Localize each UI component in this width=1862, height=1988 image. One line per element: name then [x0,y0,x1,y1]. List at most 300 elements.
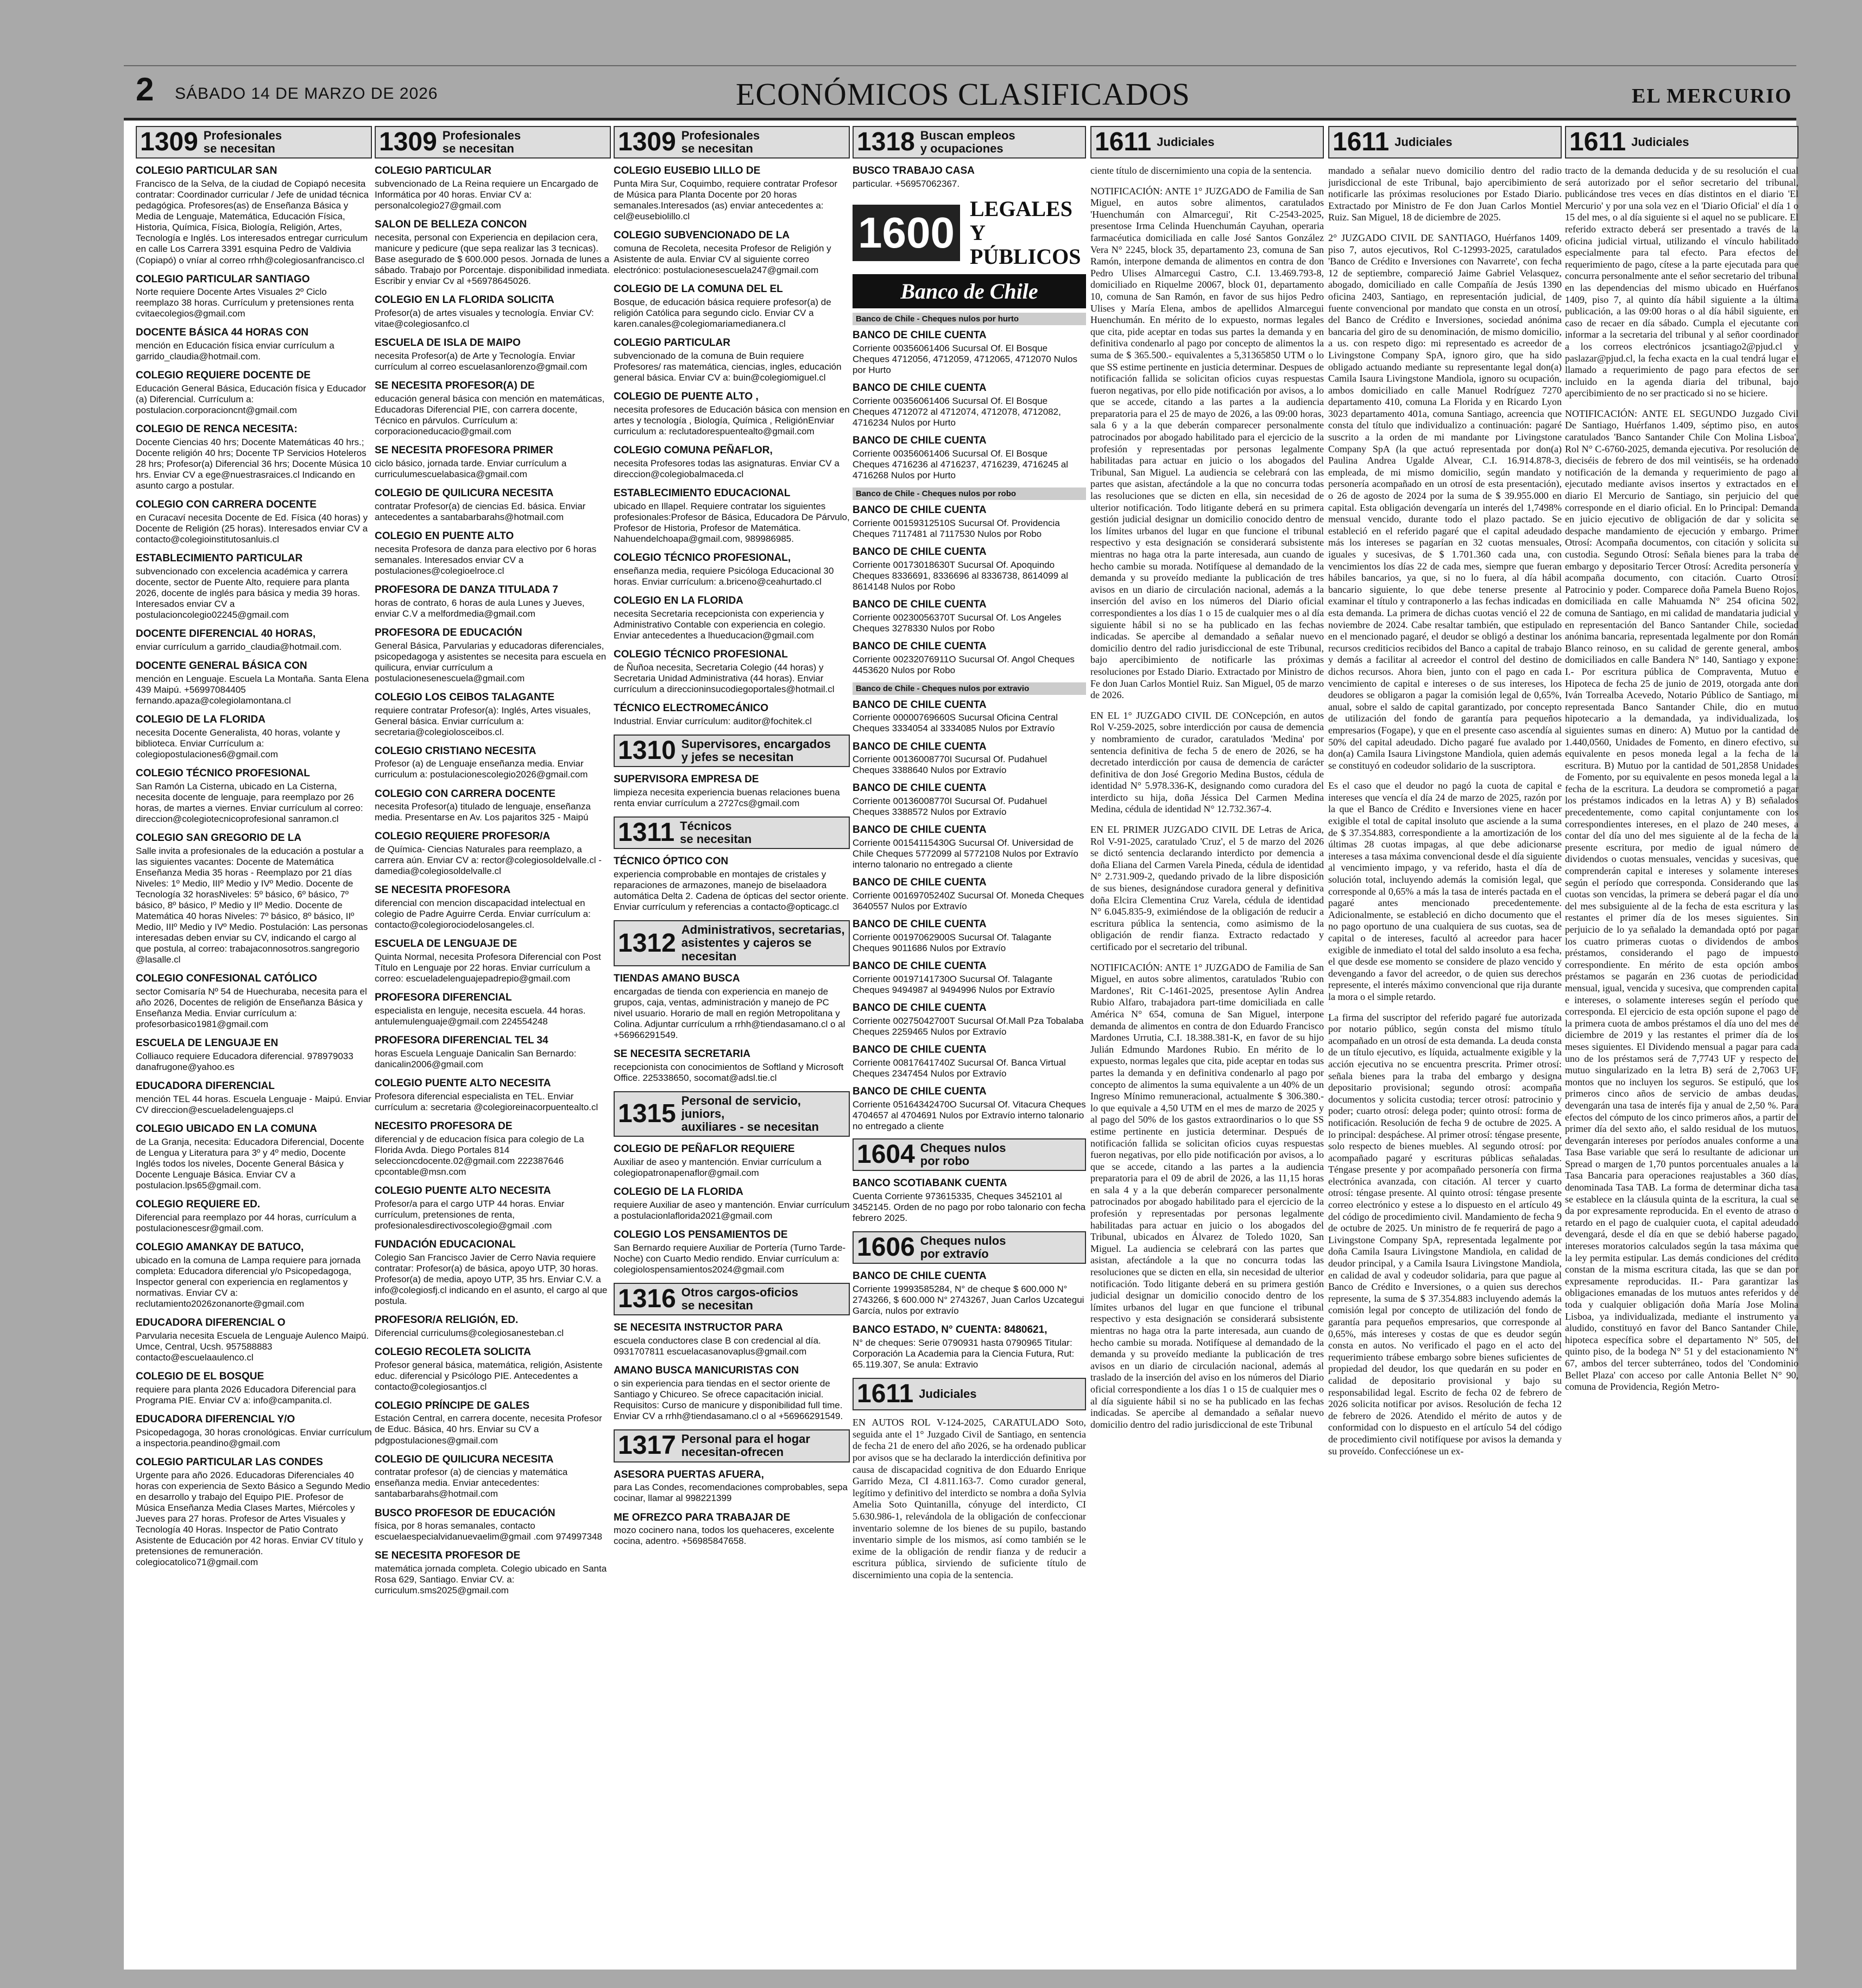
ad-body: ubicado en Illapel. Requiere contratar los siguientes profesionales:Profesor de Básica, Educadora De Párvulo, Profesor de Historia, Profesor de Matemática. Nahuendelchoapa@gmail.com, 989986985. [614,501,850,544]
ad-body: Corriente 00000769660S Sucursal Oficina Central Cheques 3334054 al 3334085 Nulos por Extravío [853,712,1058,734]
ad-heading: ASESORA PUERTAS AFUERA, [614,1468,764,1480]
section-label: Cheques nulos por robo [920,1141,1006,1168]
classified-ad [614,1048,850,1084]
ad-heading: SE NECESITA INSTRUCTOR PARA [614,1322,783,1334]
ad-heading: COLEGIO AMANKAY DE BATUCO, [136,1242,304,1253]
section-header [1328,126,1562,159]
column-1 [136,126,372,1955]
classified-ad [136,370,372,416]
classified-ad [136,1414,372,1449]
classified-ad [136,768,372,825]
ad-body: experiencia comprobable en montajes de cristales y reparaciones de armazones, manejo de biselaadora automática Delta 2. Cadena de ópticas del sector oriente. Enviar currículum y referencias a contacto@opticagc.cl [614,869,849,913]
column-2 [375,126,611,1955]
classified-ad [136,553,372,621]
ad-heading: BANCO DE CHILE CUENTA [853,919,987,930]
ad-body: requiere Auxiliar de aseo y mantención. Enviar currículum a postulacionlaflorida2021@gmail.com [614,1199,850,1221]
ad-body: escuela conductores clase B con credencial al día. 0931707811 escuelacasanovaplus@gmail.com [614,1335,821,1357]
ad-heading: COLEGIO TÉCNICO PROFESIONAL [614,648,788,660]
section-label: Supervisores, encargados y jefes se necesitan [681,737,831,764]
ad-body: Corriente 00197141730O Sucursal Of. Talagante Cheques 9494987 al 9494996 Nulos por Extravío [853,973,1055,995]
ad-heading: ESCUELA DE ISLA DE MAIPO [375,337,521,349]
classified-ad [853,165,1086,189]
ad-body: de Química- Ciencias Naturales para reemplazo, a carrera aún. Enviar CV a: rector@colegiosoldelvalle.cl - damedia@colegiosoldelvalle.cl [375,844,602,877]
section-label: Administrativos, secretarias, asistentes y cajeros se necesitan [681,923,845,963]
section-label: Profesionales se necesitan [203,129,282,156]
legal-notice: 2° JUZGADO CIVIL DE SANTIAGO, Huérfanos 1409, piso 7, autos ejecutivos, Rol C-12993-2025, caratulados 'Banco de Crédito e Inversiones con Navarrete', con fecha 12 de septiembre, compareció Jaime Gabriel Velasquez, abogado, domiciliado en calle Compañía de Jesús 1390 oficina 2403, Santiago, en representación judicial, de fuente convencional por mandato que consta en un otrosí, del Banco de Crédito e Inversiones, sociedad anónima bancaria del giro de su denominación, de mismo domicilio, a us. con respeto digo: mi representado es acreedor de Livingstone Company SpA, ignoro giro, que ha sido obligado actuando mediante su representante legal don(a) Camila Isaura Livingstone Mandiola, ignoro su ocupación, ambos domiciliado en calle Manuel Rodríguez 7270 departamento 410, comuna La Florida y en Ricardo Lyon 3023 departamento 401a, comuna Santiago, acreencia que consta del título que individualizo a continuación: pagaré suscrito a la orden de mi mandante por Livingstone Company SpA (la que actuó representada por don(a) Paulina Andrea Ugalde Alvear, C.I. 16.914.878-3, empleada, de mi mismo domicilio, según mandato y personería acompañado en un otrosí de esta presentación), o 26 de agosto de 2024 por la suma de $ 39.955.000 en capital. Esta obligación devengaría un interés del 1,7498% mensual vencido, durante todo el plazo pactado. Se estableció en el referido pagaré que el capital adeudado más los intereses se pagarían en 32 cuotas mensuales, iguales y sucesivas, de $ 1.701.360 cada una, con vencimientos los días 22 de cada mes, siempre que fueran hábiles bancarios, ya que, si no lo fuera, al día hábil bancario siguiente, lo que debe tenerse presente al examinar el título y contraponerlo a las fechas indicadas en esta demanda. La primera de dichas cuotas venció el 22 de noviembre de 2024. Cabe resaltar también, que estipulado en el mencionado pagaré, el deudor se obligó a destinar los recursos crediticios recibidos del Banco a capital de trabajo y demás a facilitar al acreedor el control del destino de dichos recursos. Ahora bien, junto con el pago en cada vencimiento de capital e intereses o de sus intereses, los deudores se obligaron a pagar la comisión legal de 0,65%, anual, sobre el saldo de capital garantizado, por concepto de utilización del fondo de garantía para pequeños empresarios (Fogape), y que en el presente caso ascendía al 50% del capital adeudado. Dicho pagaré fue avalado por don(a) Camila Isaura Livingstone Mandiola, quien además se constituyó en codeudor solidario de la suscriptora. [1328,232,1562,771]
ad-heading: SE NECESITA PROFESOR DE [375,1550,521,1562]
ad-heading: COLEGIO PARTICULAR SANTIAGO [136,273,310,285]
ad-body: diferencial y de educacion física para colegio de La Florida Avda. Diego Portales 814 seleccioncdocente.02@gmail.com 222387646 cpcontable@msn.com [375,1134,584,1177]
section-number: 1611 [1333,128,1390,156]
ad-heading: COLEGIO LOS PENSAMIENTOS DE [614,1229,788,1241]
classified-ad [614,649,850,695]
ad-heading: BUSCO TRABAJO CASA [853,165,975,177]
ad-heading: DOCENTE DIFERENCIAL 40 HORAS, [136,628,316,640]
classified-ad [375,884,611,930]
ad-heading: PROFESORA DIFERENCIAL [375,992,512,1004]
legal-notice: EN EL PRIMER JUZGADO CIVIL DE Letras de Arica, Rol V-91-2025, caratulado 'Cruz', el 5 de marzo del 2026 se dictó sentencia declarando interdicto por demencia a doña Eliana del Carmen Varela Pineda, cédula de identidad N° 2.731.909-2, quedando privado de la libre disposición de sus bienes, designándose curadora general y definitiva doña Elcira Clementina Cruz Varela, cédula de identidad N° 6.045.835-9, eximiéndose de la obligación de reducir a escritura pública la sentencia, como asimismo de la obligación de rendir fianza. Extracto redactado y certificado por el secretario del tribunal. [1090,824,1324,952]
ad-heading: AMANO BUSCA MANICURISTAS CON [614,1365,799,1377]
ad-heading: COLEGIO SAN GREGORIO DE LA [136,832,302,844]
section-number: 1318 [857,128,915,157]
ad-body: en Curacaví necesita Docente de Ed. Física (40 horas) y Docente de Religión (25 horas). Interesados enviar CV a contacto@colegioinstitutosanluis.cl [136,512,368,545]
classified-ad [375,992,611,1027]
section-label: Personal de servicio, juniors, auxiliares - se necesitan [681,1093,819,1134]
classified-ad [853,1177,1086,1224]
classified-ad [614,337,850,383]
legal-notice: Es el caso que el deudor no pagó la cuota de capital e intereses que vencía el día 24 de marzo de 2025, razón por la que el Banco de Crédito e Inversiones viene en hacer exigible el total de capital insoluto que asciende a la suma de $ 37.354.883, correspondiente a la amortización de los últimas 28 cuotas impagas, al que debe adicionarse intereses a tasa máxima convencional desde el día siguiente al vencimiento impago, y va referido, hasta el día de solución total, incluyendo además la comisión legal, que corresponde al 0,65% a más la tasa de interés pactada en el pagaré antes mencionado precedentemente. Adicionalmente, se estableció en dicho documento que el no pago oportuno de una cualquiera de sus cuotas, sea de capital o de intereses, facultó al acreedor para hacer exigible de inmediato el total del saldo insoluto a esa fecha, el que desde ese momento se considere de plazo vencido y devengando a favor del acreedor, o de quien sus derechos represente, el interés máximo convencional que rija durante la mora o el simple retardo. [1328,780,1562,1002]
classified-ad [375,1400,611,1446]
ad-body: Corriente 00197062900S Sucursal Of. Talagante Cheques 9011686 Nulos por Extravío [853,932,1052,953]
ad-heading: COLEGIO EN LA FLORIDA [614,594,743,606]
ad-body: Punta Mira Sur, Coquimbo, requiere contratar Profesor de Música para Planta Docente por 20 horas semanales.Interesados (as) enviar antecedentes a: cel@eusebiolillo.cl [614,179,837,222]
classified-ad [375,1120,611,1177]
section-label: Técnicos se necesitan [680,819,752,846]
ad-heading: BANCO DE CHILE CUENTA [853,782,987,794]
ad-body: Parvularia necesita Escuela de Lenguaje Aulenco Maipú. Umce, Central, Ucsh. 957588883 contacto@escuelaaulenco.cl [136,1330,369,1363]
classified-ad [375,1508,611,1543]
classified-ad [375,1239,611,1307]
classified-ad [853,1086,1086,1132]
ad-body: Corriente 00173018630T Sucursal Of. Apoquindo Cheques 8336691, 8336696 al 8336738, 8614099 al 8614148 Nulos por Robo [853,559,1069,592]
classified-ad [853,599,1086,634]
classified-ad [375,294,611,330]
ad-heading: ESTABLECIMIENTO EDUCACIONAL [614,487,791,499]
ad-heading: SUPERVISORA EMPRESA DE [614,773,759,785]
ad-body: educación general básica con mención en matemáticas, Educadoras Diferencial PIE, con carrera docente, Técnico en párvulos. Currículum a: corporacioneducacio@gmail.com [375,393,605,437]
classified-ad [375,1078,611,1113]
section-label: Otros cargos-oficios se necesitan [681,1285,798,1313]
ad-body: Corriente 00169705240Z Sucursal Of. Moneda Cheques 3640557 Nulos por Extravío [853,890,1084,912]
ad-body: necesita Profesores todas las asignaturas. Enviar CV a direccion@colegiobalmaceda.cl [614,458,840,479]
ad-heading: FUNDACIÓN EDUCACIONAL [375,1238,516,1250]
legal-notice: ciente título de discernimiento una copia de la sentencia. [1090,165,1312,176]
ad-heading: COLEGIO PARTICULAR [614,337,730,349]
ad-body: Corriente 00817641740Z Sucursal Of. Banca Virtual Cheques 2347454 Nulos por Extravío [853,1057,1066,1079]
ad-heading: COLEGIO PRÍNCIPE DE GALES [375,1400,530,1411]
ad-heading: SALON DE BELLEZA CONCON [375,219,527,231]
legal-notice: NOTIFICACIÓN: ANTE 1° JUZGADO de Familia de San Miguel, en autos sobre alimentos, caratulados 'Rubio con Mardones', Rit C-1461-2025, presentose Aylin Andrea Rubio Alfaro, trabajadora part-time domiciliada en calle América N° 654, comuna de San Miguel, interpone demanda de alimentos en contra de don Eduardo Francisco Mardones Urrutia, C.I. 18.388.381-K, en favor de su hijo Julián Edmundo Mardones Rubio. En mérito de lo expuesto, normas legales que cita, pide aceptar en todas sus partes la demanda y en definitiva condenarlo al pago por concepto de alimentos la suma equivalente a un 40% de un Ingreso Mínimo remuneracional, actualmente $ 306.380.- lo que equivale a 4,50 UTM en el mes de marzo de 2025 y al pago del 50% de los gastos extraordinarios o lo que SS estime pertinente en justicia determinar. Después de notificación fallida se solicitan oficios cuyas respuestas fueron negativas, por ello pide notificación por avisos, a lo que se accede, citando a las partes a la audiencia preparatoria para el 09 de abril de 2026, a las 11,15 horas en sala 4 y a la que deberán comparecer personalmente patrocinados por abogado habilitado para el ejercicio de la profesión y representadas por personas legalmente habilitadas para actuar en juicio o los abogados del Tribunal, ubicados en Álvarez de Toledo 1020, San Miguel. La audiencia se celebrará con las partes que asistan, afectándole a la que no concurra todas las resoluciones que se dicten en ella, sin necesidad de ulterior notificación. Todo litigante deberá en su primera gestión judicial designar un domicilio conocido dentro de los límites urbanos del lugar en que funcione el tribunal respectivo y esta designación se considerará subsistente mientras no haga otra la parte interesada, aun cuando de hecho cambie su morada. Notifíquese al demandado de la demanda y su proveído mediante la publicación de tres avisos en un diario de circulación nacional, además al traslado de la inserción del aviso en los números del Diario oficial correspondiente a los días 1 o 15 de cualquier mes o al día siguiente hábil si no se ha publicado en las fechas indicadas. Se apercibe al demandado a señalar nuevo domicilio dentro del radio jurisdiccional de este Tribunal [1090,961,1324,1430]
section-header [853,126,1086,159]
ad-body: requiere para planta 2026 Educadora Diferencial para Programa PIE. Enviar CV a: info@campanita.cl. [136,1384,356,1405]
ad-heading: DOCENTE GENERAL BÁSICA CON [136,660,307,672]
classified-ad [375,788,611,824]
classified-ad [375,745,611,781]
classified-ad [853,824,1086,870]
section-header [614,1283,850,1315]
section-header [136,126,372,159]
classified-ad [614,1229,850,1275]
section-label: Judiciales [1394,135,1453,149]
ad-body: Bosque, de educación básica requiere profesor(a) de religión Católica para segundo ciclo. Enviar CV a karen.canales@colegiomariamedianera.cl [614,297,831,330]
ad-heading: BUSCO PROFESOR DE EDUCACIÓN [375,1507,556,1519]
newspaper-brand: EL MERCURIO [1632,85,1792,107]
ad-heading: COLEGIO DE QUILICURA NECESITA [375,487,554,499]
ad-body: horas de contrato, 6 horas de aula Lunes y Jueves, enviar C.V a melfordmedia@gmail.com [375,597,585,619]
legal-notice: La firma del suscriptor del referido pagaré fue autorizada por notario público, según consta del mismo título acompañado en un otrosí de esta demanda. La deuda consta de un título ejecutivo, es líquida, actualmente exigible y la acción ejecutiva no se encuentra prescrita. Primer otrosí: señala bienes para la traba del embargo y designa depositario provisional; segundo otrosí: acompaña documentos y solicita custodia; tercer otrosí: patrocinio y poder; cuarto otrosí: delega poder; quinto otrosí: forma de notificación. Resolución de fecha 9 de octubre de 2025. A lo principal: despáchese. Al primer otrosí: téngase presente, solo respecto de bienes muebles. Al segundo otrosí: por acompañado pagaré y escrituras públicas señaladas. Téngase presente y por acompañado personería con firma electrónica avanzada, con citación. Al tercer y cuarto otrosí: téngase presente. Al quinto otrosí: téngase presente correo electrónico y estese a lo dispuesto en el artículo 49 del código de procedimiento civil. Mandamiento de fecha 9 de octubre de 2025. Un ministro de fe requerirá de pago a Livingstone Company SpA, representada legalmente por doña Camila Isaura Livingstone Mandiola, en calidad de deudor principal, y a Camila Isaura Livingstone Mandiola, en calidad de aval y codeudor solidaria, para que pague al Banco de Crédito e Inversiones, o a quien sus derechos represente, la suma de $ 37.354.883 incluyendo además la comisión legal por concepto de utilización del fondo de garantía para pequeños empresarios, que corresponde al 0,65%, más intereses y costas de que es deudor según consta en autos. No verificado el pago en el acto del requerimiento trábese embargo sobre bienes suficientes de propiedad del deudor, los que quedarán en su poder en calidad de depositario provisional y bajo su responsabilidad legal. Escrito de fecha 02 de febrero de 2026 solicita notificar por avisos. Resolución de fecha 12 de febrero de 2026. Atendido el mérito de autos y de conformidad con lo dispuesto en el artículo 54 del código de procedimiento civil notifíquese por avisos la demanda y su proveído. Confecciónese un ex- [1328,1011,1562,1457]
classified-ad [614,391,850,437]
ad-body: enseñanza media, requiere Psicóloga Educacional 30 horas. Enviar currículum: a.briceno@ceahurtado.cl [614,565,834,587]
ad-body: subvencionado de la comuna de Buin requiere Profesores/ ras matemática, ciencias, ingles, educación general básica. Enviar CV a: buin@colegiomiguel.cl [614,351,842,383]
ad-body: Docente Ciencias 40 hrs; Docente Matemáticas 40 hrs.; Docente religión 40 hrs; Docente TP Servicios Hoteleros 28 hrs; Profesor(a) Diferencial 36 hrs; Docente Música 10 hrs. Enviar CV a ege@nuestrasraices.cl Indicando en asunto cargo a postular. [136,437,371,491]
section-header [853,1138,1086,1171]
ad-heading: COLEGIO DE RENCA NECESITA: [136,423,298,435]
ad-heading: COLEGIO DE LA COMUNA DEL EL [614,283,783,295]
section-header [1090,126,1324,159]
ad-body: encargadas de tienda con experiencia en manejo de grupos, caja, ventas, administración y manejo de PC nivel usuario. Horario de mall en región Metropolitana y Colina. Adjuntar currículum a rrhh@tiendasamano.cl o al +56966291549. [614,986,845,1040]
legales-label: LEGALES Y PÚBLICOS [969,197,1081,269]
classified-ad [375,1346,611,1392]
classified-ad [614,283,850,330]
classified-ad [614,973,850,1041]
classified-ad [375,380,611,437]
section-header [853,1231,1086,1264]
ad-body: ubicado en la comuna de Lampa requiere para jornada completa: Educadora diferencial y/o Psicopedagoga, Inspector general con experiencia en reglamentos y normativas. Enviar CV a: reclutamiento2026zonanorte@gmail.com [136,1255,361,1309]
ad-body: Colegio San Francisco Javier de Cerro Navia requiere contratar: Profesor(a) de básica, apoyo UTP, 30 horas. Profesor(a) de media, apoyo UTP, 35 hrs. Enviar C.V. a info@colegiosfj.cl indicando en el asunto, el cargo al que postula. [375,1252,608,1306]
ad-body: comuna de Recoleta, necesita Profesor de Religión y Asistente de aula. Enviar CV al siguiente correo electrónico: postulacionesescuela247@gmail.com [614,243,831,276]
ad-heading: COLEGIO REQUIERE PROFESOR/A [375,831,551,843]
section-label: Profesionales se necesitan [681,129,760,156]
section-label: Personal para el hogar necesitan-ofrecen [681,1432,810,1459]
classified-ad [136,1123,372,1191]
classified-ad [136,1317,372,1363]
ad-body: horas Escuela Lenguaje Danicalin San Bernardo: danicalin2006@gmail.com [375,1048,577,1069]
classified-ad [614,165,850,222]
ad-body: Corriente 05164342470O Sucursal Of. Vitacura Cheques 4704657 al 4704691 Nulos por Extravío interno talonario no entregado a cliente [853,1099,1086,1131]
classified-ad [853,919,1086,954]
ad-body: de La Granja, necesita: Educadora Diferencial, Docente de Lengua y Literatura para 3º y 4º medio, Docente Inglés todos los niveles, Docente General Básica y Docente Lenguaje Básica. Enviar CV a postulacion.lps65@gmail.com. [136,1136,364,1191]
section-header [614,1429,850,1462]
classified-ad [614,1143,850,1179]
ad-body: matemática jornada completa. Colegio ubicado en Santa Rosa 629, Santiago. Enviar CV. a: curriculum.sms2025@gmail.com [375,1563,607,1596]
ad-body: o sin experiencia para tiendas en el sector oriente de Santiago y Chicureo. Se ofrece capacitación inicial. Requisitos: Curso de manicure y disponibilidad full time. Enviar CV a rrhh@tiendasamano.cl o al +56966291549. [614,1378,843,1422]
ad-heading: BANCO DE CHILE CUENTA [853,435,987,447]
ad-heading: EDUCADORA DIFERENCIAL Y/O [136,1413,295,1425]
ad-body: mención en Educación física enviar currículum a garrido_claudia@hotmail.com. [136,340,334,362]
ad-body: necesita Profesor(a) titulado de lenguaje, enseñanza media. Presentarse en Av. Los pajaritos 325 - Maipú [375,801,591,823]
classified-ad [853,435,1086,481]
ad-body: Psicopedagoga, 30 horas cronológicas. Enviar currículum a inspectoria.peandino@gmail.com [136,1427,372,1448]
ad-heading: COLEGIO PARTICULAR LAS CONDES [136,1456,323,1468]
column-6 [1328,126,1562,1955]
ad-heading: SE NECESITA PROFESORA [375,884,511,896]
ad-body: contratar profesor (a) de ciencias y matemática enseñanza media. Enviar antecedentes: santabarbarahs@hotmail.com [375,1467,568,1499]
classified-ad [853,1044,1086,1079]
ad-heading: TIENDAS AMANO BUSCA [614,972,740,984]
ad-heading: BANCO DE CHILE CUENTA [853,546,987,558]
section-header [614,126,850,159]
ad-body: mozo cocinero nana, todos los quehaceres, excelente cocina, adentro. +56985847658. [614,1525,835,1547]
section-label: Buscan empleos y ocupaciones [920,129,1015,156]
ad-heading: COLEGIO TÉCNICO PROFESIONAL, [614,552,791,564]
ad-heading: EDUCADORA DIFERENCIAL [136,1080,275,1092]
classified-ad [614,1186,850,1221]
classified-ad [375,219,611,287]
section-header [375,126,611,159]
column-5 [1090,126,1324,1955]
ad-body: necesita Docente Generalista, 40 horas, volante y biblioteca. Enviar Currículum a: colegiopostulaciones6@gmail.com [136,727,340,759]
classified-ad [136,499,372,545]
section-number: 1606 [857,1233,915,1262]
ad-body: mención TEL 44 horas. Escuela Lenguaje - Maipú. Enviar CV direccion@escueladelenguajeps.cl [136,1094,371,1116]
ad-heading: COLEGIO COMUNA PEÑAFLOR, [614,445,773,457]
classified-ad [614,856,850,913]
ad-body: Profesor general básica, matemática, religión, Asistente educ. diferencial y Psicólogo PIE. Antecedentes a contacto@colegiosantjos.cl [375,1359,603,1392]
legal-notice: EN AUTOS ROL V-124-2025, CARATULADO Soto, seguida ante el 1° Juzgado Civil de Santiago, en sentencia de fecha 21 de enero del año 2026, se ha ordenado publicar por avisos que se ha declarado la interdicción definitiva por causa de discapacidad cognitiva de don Eduardo Enrique Garrido Meza, CI 4.811.163-7. Como curador general, legítimo y definitivo del interdicto se nombra a doña Sylvia Amelia Soto Quintanilla, cónyuge del interdicto, CI 5.630.986-1, relevándola de la obligación de confeccionar inventario solemne de los bienes de su pupilo, bastando inventario simple de los mismos, así como también se le exime de la obligación de rendir fianza y de reducir a escritura pública, sirviendo de suficiente título de discernimiento una copia de la sentencia. [853,1417,1086,1580]
ad-body: Profesora diferencial especialista en TEL. Enviar currículum a: secretaria @colegioreinacorpuentealto.cl [375,1091,598,1112]
section-number: 1309 [379,128,437,157]
ad-heading: ESCUELA DE LENGUAJE DE [375,938,517,950]
classified-ad [375,445,611,480]
ad-heading: COLEGIO EN LA FLORIDA SOLICITA [375,294,554,306]
classified-ad [136,1080,372,1116]
ad-body: Profesor/a para el cargo UTP 44 horas. Enviar currículum, pretensiones de renta, profesionalesdirectivoscolegio@gmail .com [375,1198,565,1231]
ad-body: N° de cheques: Serie 0790931 hasta 0790965 Titular: Corporación La Academia para la Ciencia Futura, Rut: 65.119.307, Se anula: Extravio [853,1338,1075,1370]
ad-heading: BANCO DE CHILE CUENTA [853,1002,987,1014]
classified-ad [614,1322,850,1357]
classified-ad [375,584,611,619]
ad-body: Corriente 00154115430G Sucursal Of. Universidad de Chile Cheques 5772099 al 5772108 Nulos por Extravío interno talonario no entregado a cliente [853,838,1078,870]
ad-heading: COLEGIO REQUIERE ED. [136,1199,261,1211]
ad-body: Diferencial curriculums@colegiosanesteban.cl [375,1327,564,1338]
ad-body: Francisco de la Selva, de la ciudad de Copiapó necesita contratar: Coordinador curricular / Jefe de unidad técnica pedagógica. Profesores(as) de Enseñanza Básica y Media de Lenguaje, Matemática, Educación Física, Historia, Química, Física, Biología, Religión, Artes, Tecnología e Inglés. Los interesados entregar curriculum en calle Los Carrera 3391 esquina Pedro de Valdivia (Copiapó) o vníar al correo rrhh@colegiosanfrancisco.cl [136,179,369,265]
ad-heading: BANCO ESTADO, N° CUENTA: 8480621, [853,1324,1047,1336]
ad-heading: BANCO DE CHILE CUENTA [853,504,987,516]
ad-body: Profesor (a) de Lenguaje enseñanza media. Enviar curriculum a: postulacionescolegio2026@gmail.com [375,758,588,780]
ad-body: Cuenta Corriente 973615335, Cheques 3452101 al 3452145. Orden de no pago por robo talonario con fecha febrero 2025. [853,1191,1086,1223]
section-title: ECONÓMICOS CLASIFICADOS [736,77,1190,112]
section-header [614,920,850,966]
classified-ad [614,552,850,587]
ad-body: subvencionado de La Reina requiere un Encargado de Informática por 40 horas. Enviar CV a: personalcolegio27@gmail.com [375,179,599,211]
ad-body: de Ñuñoa necesita, Secretaria Colegio (44 horas) y Secretaria Unidad Administrativa (44 horas). Enviar currículum a direccioninsucodiegoportales@hotmail.cl [614,662,835,694]
ad-body: Educación General Básica, Educación física y Educador (a) Diferencial. Currículum a: postulacion.corporacioncnt@gmail.com [136,383,367,416]
ad-body: necesita Profesor(a) de Arte y Tecnología. Enviar currículum al correo escuelasanlorenzo@gmail.com [375,351,588,372]
classified-ad [375,1314,611,1339]
ad-heading: PROFESORA DE DANZA TITULADA 7 [375,584,558,596]
section-label: Profesionales se necesitan [442,129,521,156]
classified-ad [375,1454,611,1500]
ad-heading: COLEGIO DE QUILICURA NECESITA [375,1453,554,1465]
section-header [614,816,850,849]
ad-body: mención en Lenguaje. Escuela La Montaña. Santa Elena 439 Maipú. +56997084405 fernando.apaza@colegiolamontana.cl [136,673,369,706]
ad-body: Colliauco requiere Educadora diferencial. 978979033 danafrugone@yahoo.es [136,1051,354,1073]
ad-heading: COLEGIO RECOLETA SOLICITA [375,1346,531,1358]
classified-ad [614,230,850,276]
ad-heading: ESTABLECIMIENTO PARTICULAR [136,553,303,565]
section-number: 1312 [618,928,676,958]
ad-body: subvencionado con excelencia académica y carrera docente, sector de Puente Alto, requiere para planta 2026, docente de inglés para básica y media 39 horas. Interesados enviar CV a postulacioncolegio02245@gmail.com [136,566,360,621]
section-number: 1311 [618,818,675,847]
ad-body: Salle invita a profesionales de la educación a postular a las siguientes vacantes: Docente de Matemática Enseñanza Media 35 horas - Reemplazo por 21 días Niveles: 1º Medio, IIIº Medio y IVº Medio. Docente de Tecnología 32 horasNiveles: 5º básico, 6º básico, 7º básico, 8º básico, Iº Medio y IIº Medio. Docente de Matemática 40 horas Niveles: 7º básico, 8º básico, IIº Medio, IIIº Medio y IVº Medio. Postulación: Las personas interesadas deben enviar su CV, indicando el cargo al que postula, al correo: trabajaconnosotros.sangregorio @lasalle.cl [136,845,368,965]
section-number: 1317 [618,1431,676,1460]
ad-body: Norte requiere Docente Artes Visuales 2º Ciclo reemplazo 38 horas. Currículum y pretensiones renta cvitaecolegios@gmail.com [136,287,354,319]
ad-heading: COLEGIO REQUIERE DOCENTE DE [136,370,311,382]
classified-ad [853,382,1086,428]
ad-body: Corriente 00356061406 Sucursal Of. El Bosque Cheques 4712056, 4712059, 4712065, 4712070 Nulos por Hurto [853,343,1078,376]
classified-ad [136,1242,372,1309]
classified-ad [614,1365,850,1422]
ad-body: contratar Profesor(a) de ciencias Ed. básica. Enviar antecedentes a santabarbarahs@hotmail.com [375,501,586,522]
classified-ad [136,165,372,265]
ad-heading: SE NECESITA PROFESOR(A) DE [375,380,535,392]
ad-heading: COLEGIO CON CARRERA DOCENTE [136,499,317,511]
page-date: SÁBADO 14 DE MARZO DE 2026 [175,85,438,103]
classified-ad [136,714,372,760]
ad-body: San Bernardo requiere Auxiliar de Portería (Turno Tarde-Noche) con Cuarto Medio rendido. Enviar currículum a: colegiolospensamientos2024@gmail.com [614,1242,846,1275]
classified-ad [614,595,850,641]
classified-ad [853,960,1086,996]
ad-heading: COLEGIO TÉCNICO PROFESIONAL [136,768,310,780]
ad-heading: COLEGIO CRISTIANO NECESITA [375,745,536,757]
ad-heading: COLEGIO DE PUENTE ALTO , [614,391,759,403]
ad-heading: TÉCNICO ELECTROMECÁNICO [614,702,768,714]
section-number: 1604 [857,1139,915,1169]
section-label: Judiciales [1157,135,1215,149]
ad-body: especialista en lenguje, necesita escuela. 44 horas. antulemulenguaje@gmail.com 224554248 [375,1005,586,1027]
ad-heading: COLEGIO LOS CEIBOS TALAGANTE [375,691,555,703]
ad-heading: COLEGIO DE LA FLORIDA [614,1186,743,1198]
classified-ad [614,487,850,545]
ad-body: recepcionista con conocimientos de Softland y Microsoft Office. 225338650, socomat@adsl.tie.cl [614,1061,844,1083]
ad-body: necesita Profesora de danza para electivo por 6 horas semanales. Interesados enviar CV a postulaciones@colegioelroce.cl [375,543,597,576]
ad-heading: BANCO DE CHILE CUENTA [853,740,987,752]
section-number: 1611 [1095,128,1152,156]
ad-heading: BANCO DE CHILE CUENTA [853,960,987,972]
classified-ad [853,782,1086,818]
ad-heading: PROFESORA DE EDUCACIÓN [375,626,522,638]
classified-ad [853,546,1086,592]
ad-heading: COLEGIO PUENTE ALTO NECESITA [375,1185,551,1196]
section-header [614,1091,850,1137]
ad-body: para Las Condes, recomendaciones comprobables, sepa cocinar, llamar al 998221399 [614,1482,848,1504]
ad-body: sector Comisaría Nº 54 de Huechuraba, necesita para el año 2026, Docentes de religión de Enseñanza Básica y Enseñanza Media. Enviar currículum a: profesorbasico1981@gmail.com [136,986,367,1030]
ad-heading: EDUCADORA DIFERENCIAL O [136,1317,286,1329]
ad-heading: COLEGIO UBICADO EN LA COMUNA [136,1123,317,1135]
ad-body: Urgente para año 2026. Educadoras Diferenciales 40 horas con experiencia de Sexto Básico a Segundo Medio en desarrollo y trabajo del Equipo PIE. Profesor de Música Enseñanza Media Clases Martes, Miércoles y Jueves para 27 horas. Profesor de Artes Visuales y Tecnología 40 Horas. Inspector de Patio Contrato Asistente de Educación por 42 horas. Enviar CV título y pretensiones de remuneración. colegiocatolico71@gmail.com [136,1470,370,1567]
ad-heading: BANCO DE CHILE CUENTA [853,699,987,711]
classified-ad [136,1037,372,1073]
section-label: Judiciales [919,1387,977,1401]
classified-ad [375,627,611,684]
classified-ad [614,774,850,809]
classified-ad [375,487,611,523]
classified-ad [136,1371,372,1406]
classified-ad [853,641,1086,676]
ad-heading: PROFESOR/A RELIGIÓN, ED. [375,1314,519,1326]
ad-body: enviar currículum a garrido_claudia@hotmail.com. [136,642,342,653]
ad-heading: COLEGIO CONFESIONAL CATÓLICO [136,973,317,985]
section-label: Cheques nulos por extravío [920,1233,1006,1261]
subsection-label: Banco de Chile - Cheques nulos por extravio [853,682,1086,695]
banco-de-chile-logo: Banco de Chile [853,274,1086,308]
classified-ad [614,702,850,727]
subsection-label: Banco de Chile - Cheques nulos por hurto [853,313,1086,325]
classified-ad [375,1185,611,1231]
ad-body: Industrial. Enviar currículum: auditor@fochitek.cl [614,716,812,726]
classified-ad [375,165,611,211]
classified-ad [375,831,611,877]
ad-body: Corriente 00136008770I Sucursal Of. Pudahuel Cheques 3388572 Nulos por Extravío [853,796,1047,818]
classified-ad [136,628,372,653]
column-7 [1565,126,1798,1955]
ad-heading: BANCO DE CHILE CUENTA [853,598,987,610]
classified-ad [136,423,372,491]
classified-ad [614,445,850,480]
classified-ad [853,330,1086,376]
ad-body: limpieza necesita experiencia buenas relaciones buena renta enviar currículum a 2727cs@gmail.com [614,787,840,808]
classified-ad [853,504,1086,540]
classified-ad [853,1270,1086,1316]
classified-ad [136,660,372,706]
ad-body: física, por 8 horas semanales, contacto escuelaespecialvidanuevaelim@gmail .com 974997348 [375,1521,602,1542]
classified-ad [375,530,611,577]
ad-heading: DOCENTE BÁSICA 44 HORAS CON [136,327,309,339]
ad-heading: COLEGIO PUENTE ALTO NECESITA [375,1078,551,1090]
section-number: 1309 [140,128,198,157]
ad-heading: COLEGIO SUBVENCIONADO DE LA [614,230,790,242]
ad-heading: BANCO DE CHILE CUENTA [853,640,987,652]
ad-heading: SE NECESITA SECRETARIA [614,1048,750,1060]
legal-notice: NOTIFICACIÓN: ANTE EL SEGUNDO Juzgado Civil De Santiago, Huérfanos 1.409, séptimo piso, en autos caratulados 'Banco Santander Chile Con Molina Lisboa', Rol N° C-6760-2025, demanda ejecutiva. Por resolución de dieciséis de febrero de dos mil veintiséis, se ha ordenado notificación de la demanda y requerimiento de pago al ejecutado mediante avisos insertos y extractados en el diario El Mercurio de Santiago, sin perjuicio del que corresponde en el diario oficial. En lo Principal: Demanda en juicio ejecutivo de obligación de dar y solicita se despache mandamiento de ejecución y embargo. Primer Otrosí: Acompaña documentos, con citación y solicita su custodia. Segundo Otrosí: Señala bienes para la traba de embargo y depositario Tercer Otrosí: Acredita personería y acompaña documento, con citación. Cuarto Otrosí: Patrocinio y poder. Comparece doña Pamela Bueno Rojos, domiciliada en calle Mahuamda N° 254 oficina 502, comuna de Santiago, en mi calidad de mandataria judicial y en representación del Banco Santander Chile, sociedad anónima bancaria, representada legalmente por don Román Blanco reinoso, en su calidad de gerente general, ambos domiciliados en calle Bandera N° 140, Santiago y expone: I.- Por escritura pública de Compraventa, Mutuo e Hipoteca de fecha 25 de junio de 2019, otorgada ante don Iván Torrealba Acevedo, Notario Público de Santiago, mi representada Banco Santander Chile, dio en mutuo hipotecario a la demandada, ya individualizada, los siguientes sumas en dinero: A) Mutuo por la cantidad de 1.440,0560, Unidades de Fomento, en dinero efectivo, su equivalente en pesos moneda legal a la fecha de la escritura. B) Mutuo por la cantidad de 501,2858 Unidades de Fomento, por su equivalente en pesos moneda legal a la fecha de la escritura. La deudora se comprometió a pagar los préstamos indicados en la letras A) y B) señalados precedentemente, como capital conjuntamente con los correspondientes intereses, en el plazo de 240 meses, a contar del día uno del mes siguiente al de la fecha de la presente escritura, por medio de igual número de dividendos o cuotas mensuales, vencidas y sucesivas, que comprenderán capital e intereses y solamente intereses según el período que corresponda. Considerando que las cuotas son vencidas, la primera se deberá pagar el día uno del mes subsiguiente al de la fecha de esta escritura y las restantes el primer día de los meses siguientes. Sin perjuicio de lo ya señalado la demandada optó por pagar los cuatro primeras cuotas o dividendos de ambos préstamos, considerando el pago de impuesto correspondiente. En mérito de esta opción ambos préstamos se pagarán en 236 cuotas de periodicidad mensual, igual, vencida y sucesiva, que comprenden capital e intereses, o solamente intereses según el período que corresponda. El ejercicio de esta opción supone el pago de la primera cuota de ambos préstamos el día uno del mes de diciembre de 2019 y las restantes el primer día de los meses siguientes. El Dividendo mensual a pagar para cada uno de los préstamos será de 7,7743 UF y respecto del mutuo singularizado en la letra B) será de 2,7063 UF, montos que no incluyen los seguros. Se estipuló, que los primeros cinco años de servicio de ambas deudas, devengarán una tasa de interés fija y anual de 2,50 %. Para efectos del cómputo de los cinco primeros años, a partir del primer día del sexto año, el saldo residual de los mutuos, devengarán intereses por períodos anuales conforme a una Tasa Base variable que será lo resultante de adicionar un Spread o margen de 1,70 puntos porcentuales anuales a la Tasa Bancaria para operaciones reajustables a 360 días, denominada Tasa TAB. La forma de determinar dicha tasa se establece en la cláusula quinta de la escritura, la cual se da por expresamente reproducida. En el evento de atraso o retardo en el pago de cualquier cuota, el capital adeudado devengará, desde el día en que se debió haberse pagado, intereses moratorios calculados según la tasa máxima que la ley permita estipular. Las demás condiciones del crédito constan de la misma escritura citada, las que se dan por expresamente reproducidas. II.- Para garantizar las obligaciones emanadas de los mutuos antes referidos y de toda y cualquier obligación doña María Jose Molina Lisboa, ya individualizada, mediante el instrumento ya aludido, constituyó en favor del Banco Santander Chile, hipoteca específica sobre el departamento N° 505, del quinto piso, de la bodega N° 51 y del estacionamiento N° 67, ambos del tercer subterráneo, todos del 'Condominio Bellet Plaza' con acceso por calle Antonia Bellet N° 90, comuna de Providencia, Región Metro- [1565,408,1798,1392]
ad-heading: PROFESORA DIFERENCIAL TEL 34 [375,1035,548,1047]
ad-heading: COLEGIO CON CARRERA DOCENTE [375,788,556,800]
section-header [614,735,850,767]
ad-heading: BANCO DE CHILE CUENTA [853,1270,987,1282]
classified-ad [375,1035,611,1070]
classified-ad [136,973,372,1030]
ad-body: General Básica, Parvularias y educadoras diferenciales, psicopedagoga y asistentes se necesita para escuela en quilicura, enviar currículum a postulacionesenescuela@gmail.com [375,640,607,683]
legales-banner [853,197,1086,269]
column-4 [853,126,1086,1955]
classified-ad [136,274,372,320]
section-number: 1315 [618,1099,676,1128]
ad-body: Corriente 00159312510S Sucursal Of. Providencia Cheques 7117481 al 7117530 Nulos por Robo [853,517,1060,539]
classified-ad [136,327,372,362]
classified-ad [853,741,1086,776]
ad-body: Quinta Normal, necesita Profesora Diferencial con Post Título en Lenguaje por 22 horas. Enviar currículum a correo: escueladelenguajepadrepio@gmail.com [375,952,601,984]
ad-body: Corriente 00356061406 Sucursal Of. El Bosque Cheques 4716236 al 4716237, 4716239, 4716245 al 4716268 Nulos por Hurto [853,448,1069,480]
ad-heading: COLEGIO EUSEBIO LILLO DE [614,165,761,177]
ad-body: necesita profesores de Educación básica con mension en artes y tecnología , Biología, Química , ReligiónEnviar curriculum a: reclutadorespuentealto@gmail.com [614,404,850,437]
page-number: 2 [136,71,154,107]
legal-notice: mandado a señalar nuevo domicilio dentro del radio jurisdiccional de este Tribunal, bajo apercibimiento de notificarle las próximas resoluciones por Estado Diario. Extractado por Ministro de Fe don Juan Carlos Montiel Ruiz. San Miguel, 18 de diciembre de 2025. [1328,165,1562,223]
classified-ad [136,1199,372,1234]
section-header [1565,126,1798,159]
classified-ad [853,1002,1086,1037]
section-number: 1611 [1569,128,1626,156]
ad-heading: COLEGIO PARTICULAR [375,165,491,177]
